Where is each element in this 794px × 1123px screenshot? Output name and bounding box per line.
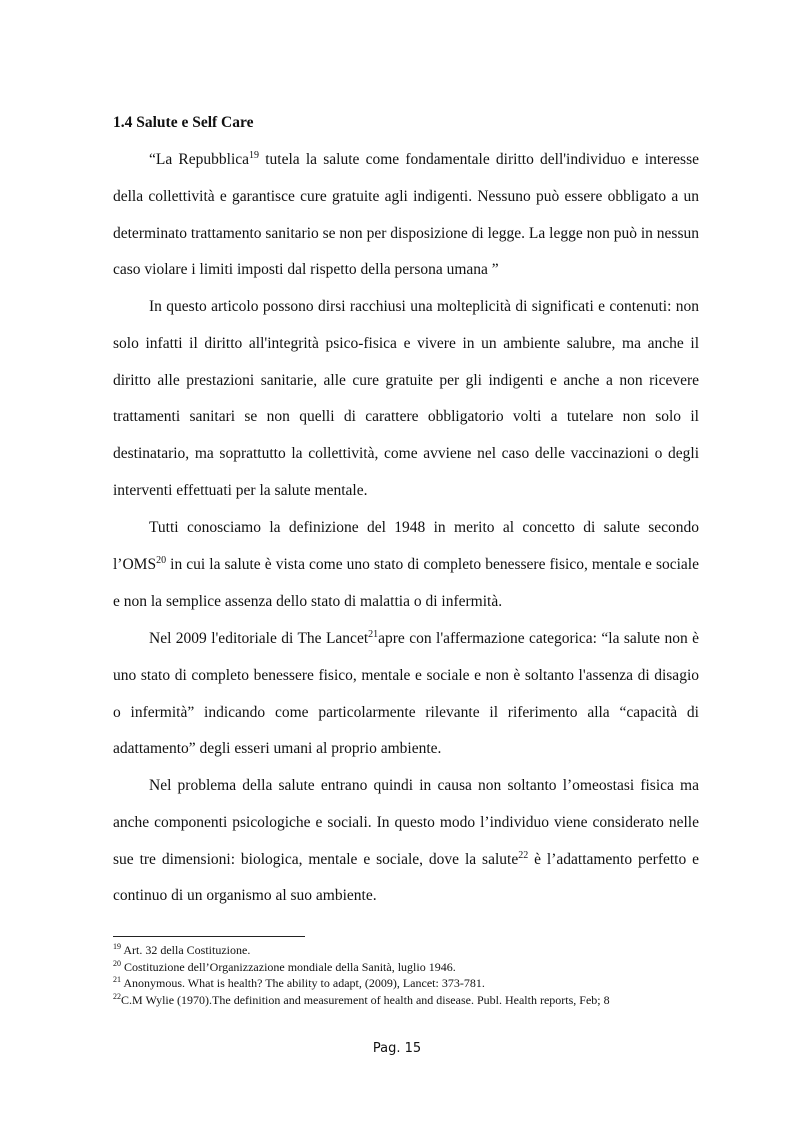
paragraph-text: Tutti conosciamo la definizione del 1948 in merito al concetto di salute secondo l’OMS	[113, 519, 699, 573]
footnotes	[113, 942, 713, 1008]
paragraph-text: in cui la salute è vista come uno stato di completo benessere fisico, mentale e sociale e non la semplice assenza dello stato di malattia o di infermità.	[113, 555, 699, 610]
footnote-divider	[113, 936, 305, 937]
footnote-number: 21	[113, 975, 121, 984]
footnote-text: Costituzione dell’Organizzazione mondiale della Sanità, luglio 1946.	[124, 959, 456, 974]
footnote	[113, 942, 713, 959]
footnote	[113, 959, 713, 976]
page-number: Pag. 15	[372, 1041, 422, 1056]
footnote-number: 19	[113, 942, 121, 951]
footnote-text: Art. 32 della Costituzione.	[123, 943, 251, 957]
paragraph-text: In questo articolo possono dirsi racchiusi una molteplicità di significati e contenuti: non solo infatti il diritto all'integrità psico-fisica e vivere in un ambiente salubre, ma anche il diritto alle prestazioni sanitarie, alle cure gratuite per gli indigenti e anche a non ricevere trattamenti sanitari se non quelli di carattere obbligatorio volti a tutelare non solo il destinatario, ma soprattutto la collettività, come avviene nel caso delle vaccinazioni o degli interventi effettuati per la salute mentale.	[113, 298, 699, 499]
footnote	[113, 992, 713, 1009]
paragraph-text: Nel problema della salute entrano quindi in causa non soltanto l’omeostasi fisica ma anche componenti psicologiche e sociali. In questo modo l’individuo viene considerato nelle sue tre dimensioni: biologica, mentale e sociale, dove la salute	[113, 777, 699, 868]
paragraph-text: è l’adattamento perfetto e continuo di un organismo al suo ambiente.	[113, 850, 700, 905]
paragraph-3	[113, 510, 699, 620]
section-heading: 1.4 Salute e Self Care	[113, 114, 254, 131]
footnote	[113, 975, 713, 992]
footnote-text: Anonymous. What is health? The ability to adapt, (2009), Lancet: 373-781.	[123, 976, 485, 990]
paragraph-4	[113, 621, 699, 768]
footnote-number: 20	[113, 958, 121, 968]
paragraph-5	[113, 768, 699, 915]
footnote-text: C.M Wylie (1970).The definition and measurement of health and disease. Publ. Health reports, Feb; 8	[121, 992, 610, 1007]
footnote-number: 22	[113, 991, 121, 1001]
paragraph-2	[113, 289, 699, 510]
paragraph-text: Nel 2009 l'editoriale di The Lancet	[149, 630, 369, 647]
footnote-ref: 21	[368, 628, 379, 640]
paragraph-text: “La Repubblica	[149, 151, 250, 168]
paragraph-text: tutela la salute come fondamentale diritto dell'individuo e interesse della collettività e garantisce cure gratuite agli indigenti. Nessuno può essere obbligato a un determinato trattamento sanitario se non per disposizione di legge. La legge non può in nessun caso violare i limiti imposti dal rispetto della persona umana ”	[113, 151, 699, 279]
paragraph-1	[113, 142, 699, 289]
paragraph-text: apre con l'affermazione categorica: “la salute non è uno stato di completo benessere fisico, mentale e sociale e non è soltanto l'assenza di disagio o infermità” indicando come particolarmente rilevante il riferimento alla “capacità di adattamento” degli esseri umani al proprio ambiente.	[113, 630, 700, 758]
footnote-ref: 22	[518, 849, 529, 861]
footnote-ref: 20	[156, 554, 167, 566]
footnote-ref: 19	[249, 149, 260, 161]
